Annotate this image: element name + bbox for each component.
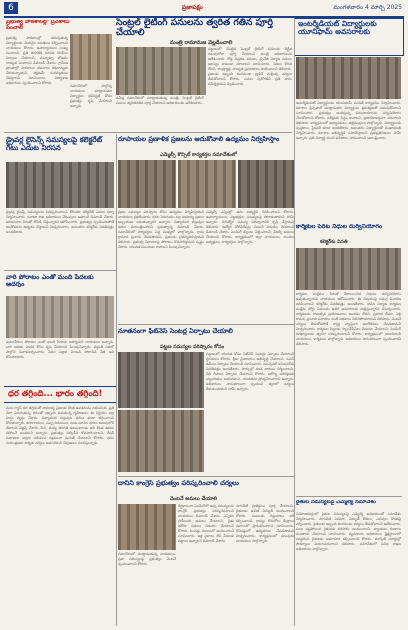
center-mid-byline: ఎమ్మెల్సీ కౌన్సిల్ కార్యకర్తల సమావేశంలో	[160, 152, 237, 158]
divider	[4, 270, 116, 271]
issue-date: మంగళవారం 4 మార్చి 2025	[333, 4, 402, 11]
left-low-body: అమరవీరుల పోరాటం ఎంతో మంది పేదలకు ఆదర్శమని నాయకులు అన్నారు. వారి ఆశయ సాధన కోసం కృషి చేయాలని పిలుపునిచ్చారు. వర్ధంతి సభలో పాల్గొని నివాళులర్పించారు. పేదల పక్షాన నిలబడి పోరాడిన నేత అని కొనియాడారు.	[6, 340, 114, 359]
top-left-body: ప్రభుత్వ పాఠశాలల్లో చదువుతున్న విద్యార్థులకు మెరుగైన వసతులు కల్పించాలని నాయకులు కోరారు. ఉపాధ్యాయుల సంఖ్య పెంచాలని, ప్రతి తరగతికి సరిపడ బెంచీలు ఏర్పాటు చేయాలని, మధ్యాహ్న భోజనం నాణ్యత పెంచాలని డిమాండ్ చేశారు. గ్రామీణ ప్రాంతాల్లో పాఠశాలల భవనాలు శిథిలావస్థకు చేరుకున్నాయని, తక్షణమే మరమ్మతులు చేపట్టాలని సూచించారు. విద్యాశాఖ అధికారులు స్పందించాలని కోరారు.	[6, 36, 68, 85]
top-left-photo	[70, 34, 112, 80]
divider	[118, 324, 294, 325]
newspaper-logo: ప్రజాపక్షం	[182, 4, 203, 11]
bottom-center-headline: దానిని కాంగ్రెస్ ప్రభుత్వం పరిష్కరించాలి చర్యలు	[118, 480, 239, 487]
center-low-byline: పట్టణ సమస్యల పరిష్కారం కోసం	[160, 344, 225, 350]
center-mid-headline: రూపాయల ప్రణాళిక ప్రజలను ఆదుకోవాలి ఉద్యమం నిర్వహిస్తాం	[118, 136, 280, 143]
bottom-center-body-2: సాగునీటి ప్రాజెక్టులు పూర్తి చేయాలని, రైతులకు ఉచిత విద్యుత్ అందించాలని కోరారు. పంటలకు గిట్టుబాటు ధర కల్పించాలని, ధాన్యం కొనుగోలు కేంద్రాలు సకాలంలో ప్రారంభించాలని సూచించారు. లేనిపక్షంలో ఉద్యమాలు చేపడతామని హెచ్చరించారు. కార్యక్రమంలో పలువురు నాయకులు పాల్గొన్నారు.	[236, 504, 294, 543]
column-divider	[294, 18, 295, 626]
main-body: పట్టణంలో చేపట్టిన సెంట్రల్ లైటింగ్ పనులను నిర్ణీత గడువులోగా పూర్తి చేయాలని మంత్రి అధికారులను ఆదేశించారు. రోడ్ల విస్తరణ పనులు, డ్రైనేజీ నిర్మాణ పనులు ఆలస్యం కాకుండా చూడాలని సూచించారు. నిధుల కొరత లేదని, కాంట్రాక్టర్లు నాణ్యత ప్రమాణాలు పాటించాలని తెలిపారు. ప్రజలకు ఇబ్బంది కలగకుండా ట్రాఫిక్ మళ్లింపు చర్యలు తీసుకోవాలని కోరారు. పనుల పురోగతిని ప్రతి వారం సమీక్షిస్తామని వెల్లడించారు.	[208, 47, 292, 86]
bottom-center-caption: సమావేశంలో మాట్లాడుతున్న నాయకులు. ప్రజా సమస్యలపై ప్రభుత్వం వెంటనే స్పందించాలని కోరారు.	[118, 552, 176, 566]
bottom-center-body-1: దీర్ఘకాలంగా పెండింగ్‌లో ఉన్న సమస్యలను కాంగ్రెస్ ప్రభుత్వం పరిష్కరించాలని నాయకులు డిమాండ్ చేశారు. ఎన్నికల హామీలను అమలు చేయాలని, రైతు భరోసా నిధులు విడుదల చేయాలని కోరారు. పింఛన్లు సకాలంలో అందించాలని సూచించారు. ఇళ్ల స్థలాలు లేని పేదలకు పట్టాలు ఇవ్వాలని డిమాండ్ చేశారు.	[178, 504, 234, 543]
top-left-body-2: సమావేశంలో పాల్గొన్న నాయకులు మాట్లాడుతూ విద్యార్థుల భవిష్యత్ కోసం ప్రభుత్వం కృషి చేయాలని అన్నారు.	[70, 84, 112, 108]
left-banner-headline: ధర తగ్గింది... భారం తగ్గింది!	[8, 389, 103, 398]
main-headline: సెంట్రల్ లైటింగ్ పనులను త్వరిత గతిన పూర్తి చేయాలి	[116, 18, 274, 38]
center-mid-body-2: ఎమ్మెల్సీ ఎన్నికల్లో తమ అభ్యర్థిని గెలిపించాలని కోరారు. ఉపాధ్యాయులు, పట్టభద్రుల సమస్యలపై పోరాడుతామని హామీ ఇచ్చారు. నిరుద్యోగ సమస్య పరిష్కారానికి కృషి చేస్తామని తెలిపారు. ఉద్యోగ నోటిఫికేషన్లు వెంటనే విడుదల చేయాలని డిమాండ్ చేశారు. పెండింగ్ బిల్లులు చెల్లించాలని, పీఆర్సీ అమలు చేయాలని కోరారు. కార్యక్రమంలో జిల్లా నాయకులు, మండల అధ్యక్షులు, కార్యకర్తలు పాల్గొన్నారు.	[206, 210, 294, 244]
center-low-body-1: పట్టణంలో యువత కోసం ఫిట్‌నెస్ సెంటర్లు ఏర్పాటు చేయాలని స్థానికులు కోరారు. క్రీడా మైదానాలు అభివృద్ధి చేయాలని, ఓపెన్ జిమ్‌లు ఏర్పాటు చేయాలని సూచించారు. మున్సిపల్ కమిషనర్‌కు వినతిపత్రం అందజేశారు. పార్కుల్లో నడక దారులు నిర్మించాలని, వీధి దీపాలు ఏర్పాటు చేయాలని కోరారు. ఆరోగ్య పరిరక్షణకు వ్యాయామం అవసరమని, యువతను ప్రోత్సహించాలని అన్నారు. అధికారులు సానుకూలంగా స్పందించి త్వరలో చర్యలు తీసుకుంటామని హామీ ఇచ్చారు.	[206, 352, 294, 391]
left-banner-body: వంట గ్యాస్ ధర తగ్గడంతో సామాన్య ప్రజలకు కొంత ఉపశమనం లభించింది. ప్రతి నెలా పెరుగుతున్న ధరలతో ఇబ్బంది పడుతున్న గృహిణులు ఈ నిర్ణయం పట్ల హర్షం వ్యక్తం చేశారు. నిత్యావసర వస్తువుల ధరలు కూడా తగ్గించాలని కోరుతున్నారు. కూరగాయలు, పప్పు దినుసులు, వంట నూనెల ధరలు అదుపులోకి తేవాలని విజ్ఞప్తి చేశారు. పేద, మధ్య తరగతి కుటుంబాలకు ఇది కొంత ఊరట కలిగించే అంశమని అన్నారు. ప్రభుత్వం సబ్సిడీని కొనసాగించాలని, రేషన్ దుకాణాల ద్వారా సరుకులు సక్రమంగా పంపిణీ చేయాలని కోరారు. ధరల నియంత్రణకు శాశ్వత చర్యలు అవసరమని నిపుణులు సూచిస్తున్నారు.	[6, 406, 114, 445]
right-top-body: ఇంటర్మీడియట్ విద్యార్థులకు యూనిఫామ్ పంపిణీ కార్యక్రమం నిర్వహించారు. కళాశాల ప్రిన్సిపాల్ మాట్లాడుతూ విద్యార్థులు క్రమశిక్షణతో చదువుకోవాలని సూచించారు. ప్రభుత్వం అందిస్తున్న సదుపాయాలను సద్వినియోగం చేసుకోవాలని కోరారు. పరీక్షలకు సిద్ధం కావాలని, ప్రణాళికాబద్ధంగా చదవాలని తెలిపారు. కార్యక్రమంలో అధ్యాపకులు, తల్లిదండ్రులు పాల్గొన్నారు. విద్యార్థులకు పుస్తకాలు, స్టేషనరీ కూడా అందజేశారు. అనంతరం విద్యార్థులతో ముఖాముఖి నిర్వహించారు. కళాశాల అభివృద్ధికి సహకరిస్తామని ప్రజాప్రతినిధులు హామీ ఇచ్చారు. ప్రతి విద్యార్థి మంచి ఫలితాలు సాధించాలని ఆకాంక్షించారు.	[296, 101, 401, 140]
center-low-photo-1	[118, 352, 204, 408]
divider	[4, 132, 292, 133]
center-low-headline: నూతనంగా ఫిట్‌నెస్ సెంటర్ల ఏర్పాటు చేయాలి	[118, 328, 233, 335]
divider	[4, 402, 116, 403]
left-mid-headline: డ్రైవర్ల లైసెన్స్ సమస్యలపై కలెక్టరేట్ గేటు ఎదుట నిరసన	[6, 136, 103, 152]
left-mid-photo	[6, 162, 114, 208]
center-mid-photo-2	[178, 160, 236, 208]
right-mid-headline: కార్మికుల పేరిట నిధుల దుర్వినియోగం	[296, 224, 383, 230]
divider	[4, 386, 116, 387]
center-low-photo-2	[118, 410, 204, 472]
bottom-center-photo	[118, 504, 176, 550]
left-mid-body: డ్రైవర్ల లైసెన్స్ సమస్యలను పరిష్కరించాలని కోరుతూ కలెక్టరేట్ ఎదుట ధర్నా నిర్వహించారు. రవాణా శాఖ అధికారులు వేధింపులు ఆపాలని డిమాండ్ చేశారు. జరిమానాల పేరుతో దోపిడీ చేస్తున్నారని ఆరోపించారు. ప్రభుత్వం స్పందించకపోతే ఆందోళనను ఉధృతం చేస్తామని హెచ్చరించారు. అనంతరం కలెక్టర్‌కు వినతిపత్రం అందజేశారు.	[6, 210, 114, 234]
top-left-headline: ప్రభుత్వ పాఠశాలల్లో ప్రవేశాలు పెంచాలి	[6, 20, 70, 31]
right-top-headline: ఇంటర్మీడియట్ విద్యార్థులకు యూనిఫామ్ అవసరాలకు	[298, 20, 377, 36]
masthead	[4, 2, 404, 18]
center-mid-photo-3	[238, 160, 294, 208]
center-mid-photo-1	[118, 160, 176, 208]
right-mid-byline: కలెక్టర్‌కు వినతి	[320, 240, 348, 245]
center-mid-body-1: ప్రజల సమస్యల పరిష్కారం కోసం ఉద్యమం నిర్వహిస్తామని నాయకులు ప్రకటించారు. ధరల పెరుగుదల వల్ల సామాన్య ప్రజలు ఇబ్బందులు పడుతున్నారని అన్నారు. నిత్యావసర వస్తువుల ధరలు నియంత్రించాలని ప్రభుత్వాన్ని డిమాండ్ చేశారు. సమావేశంలో కార్యకర్తలు పెద్ద సంఖ్యలో పాల్గొన్నారు. గ్రామ గ్రామాన ప్రచారం చేపడతామని, ప్రజలను చైతన్యపరుస్తామని తెలిపారు. ప్రభుత్వ విధానాలపై పోరాటం కొనసాగిస్తామని స్పష్టం చేశారు. యువత ముందుకు రావాలని పిలుపునిచ్చారు.	[118, 210, 204, 249]
left-low-photo	[6, 296, 114, 338]
main-caption: సమీక్ష సమావేశంలో మాట్లాడుతున్న మంత్రి. సెంట్రల్ లైటింగ్ పనులు త్వరితగతిన పూర్తి చేయాలని అధికారులను ఆదేశించారు.	[116, 96, 204, 105]
right-mid-body: కార్మికుల సంక్షేమం పేరుతో కేటాయించిన నిధులు దుర్వినియోగం అవుతున్నాయని నాయకులు ఆరోపించారు. ఈ విషయంపై సమగ్ర విచారణ జరిపించాలని కలెక్టర్‌కు వినతిపత్రం అందజేశారు. భవన నిర్మాణ కార్మికుల సంక్షేమ బోర్డు నిధులను ఇతర అవసరాలకు మళ్లిస్తున్నారని విమర్శించారు. కార్మికులకు రావాల్సిన ప్రయోజనాలు అందడం లేదని, ప్రమాద బీమా, పెళ్లి కానుక, ప్రసూతి సహాయం వంటి పథకాలు నిలిచిపోయాయని తెలిపారు. వెంటనే చర్యలు తీసుకోకపోతే రాష్ట్ర వ్యాప్తంగా ఆందోళనలు చేపడతామని హెచ్చరించారు. కార్మికుల పిల్లలకు స్కాలర్‌షిప్‌లు విడుదల చేయాలని, పెండింగ్ దరఖాస్తులను త్వరగా పరిష్కరించాలని కోరారు. కార్యక్రమంలో యూనియన్ నాయకులు, కార్మికులు పాల్గొన్నారు. అధికారులు సానుకూలంగా స్పందించారని తెలిపారు.	[296, 292, 401, 346]
page-number: 6	[4, 2, 18, 14]
divider	[118, 476, 294, 477]
left-low-headline: వారి పోరాటం ఎంతో మంది పేదలకు ఆదర్శం	[6, 274, 94, 288]
column-divider	[116, 134, 117, 626]
main-byline: మంత్రి రామానుజ వెల్లడించాలి	[170, 40, 233, 46]
right-low-body: నియోజకవర్గంలో రైతుల సమస్యలపై ఎమ్మెల్యే అధికారులతో సమావేశం నిర్వహించారు. సాగునీటి సరఫరా, విద్యుత్ కోతలు, ఎరువుల కొరతపై చర్చించారు. రైతులకు ఇబ్బంది కలగకుండా చర్యలు తీసుకోవాలని ఆదేశించారు. పంట నష్టపోయిన రైతులకు పరిహారం అందించాలని, బ్యాంకులు రుణాలు మంజూరు చేయాలని సూచించారు. వ్యవసాయ అధికారులు క్షేత్రస్థాయిలో పర్యటించి రైతులకు అవగాహన కల్పించాలని కోరారు. మార్కెట్ యార్డుల్లో సౌకర్యాలు మెరుగుపరచాలని తెలిపారు. సమావేశంలో వివిధ శాఖల అధికారులు పాల్గొన్నారు.	[296, 512, 401, 551]
right-low-headline: రైతుల సమస్యలపై ఎమ్మెల్యే సమావేశం	[296, 500, 376, 505]
right-top-photo	[296, 57, 401, 99]
main-photo	[116, 47, 206, 95]
right-mid-photo	[296, 248, 401, 290]
divider	[296, 496, 402, 497]
bottom-center-byline: వెంటనే అమలు చేయాలి	[170, 496, 218, 502]
